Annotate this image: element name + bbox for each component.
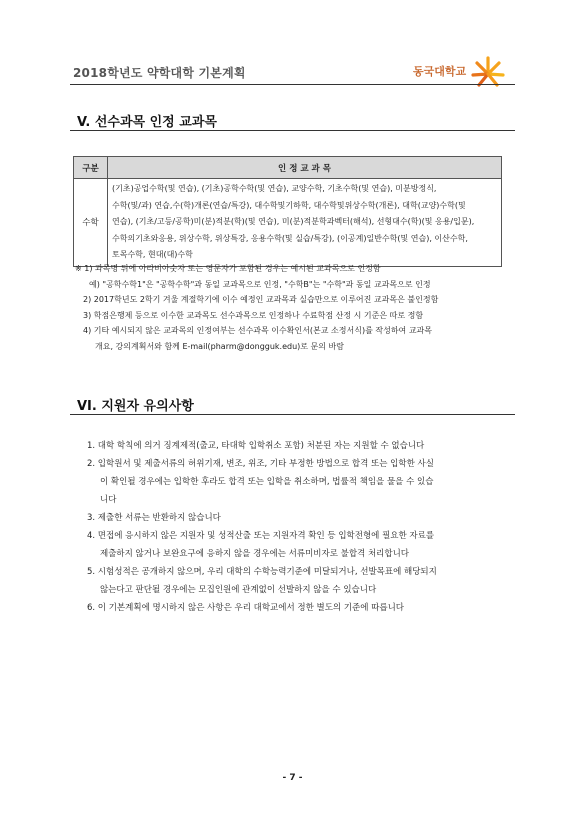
table-row xyxy=(74,179,502,267)
list-item-continuation: 이 확인될 경우에는 입학한 후라도 합격 또는 입학을 취소하며, 법률적 책임을 물을 수 있습 xyxy=(100,477,434,487)
section-divider xyxy=(70,130,515,131)
note-line: ※ 1) 과목명 뒤에 아라비아숫자 또는 영문자가 포함된 경우는 예시된 교과목으로 인정함 xyxy=(75,264,381,273)
course-line: 토목수학, 현대(대)수학 xyxy=(112,250,193,259)
notes-block xyxy=(75,261,438,354)
university-logo xyxy=(413,54,507,88)
course-line: 수학의기초와응용, 위상수학, 위상특강, 응용수학(및 실습/특강), (이공계)일반수학(및 연습), 이산수학, xyxy=(112,233,468,243)
header-title: 2018학년도 약학대학 기본계획 xyxy=(73,66,246,80)
list-item-continuation: 제출하지 않거나 보완요구에 응하지 않을 경우에는 서류미비자로 불합격 처리합니다 xyxy=(100,549,410,559)
table-cell-courses xyxy=(108,179,502,267)
note-line: 개요, 강의계획서와 함께 E-mail(pharm@dongguk.edu)로 문의 바람 xyxy=(95,341,345,351)
section-title-prerequisites: V. 선수과목 인정 교과목 xyxy=(77,115,217,130)
course-line: 수학(및/과) 연습,수(학)개론(연습/특강), 대수학및기하학, 대수학및위상수학(개론), 대학(교양)수학(및 xyxy=(112,200,466,210)
list-item: 3. 제출한 서류는 반환하지 않습니다 xyxy=(87,513,221,523)
note-line: 2) 2017학년도 2학기 겨울 계절학기에 이수 예정인 교과목과 실습만으로 이루어진 교과목은 불인정함 xyxy=(83,295,439,304)
logo-text: 동국대학교 xyxy=(413,65,467,78)
note-line: 예) "공학수학1"은 "공학수학"과 동일 교과목으로 인정, "수학B"는 "수학"과 동일 교과목으로 인정 xyxy=(89,279,431,289)
course-line: (기초)공업수학(및 연습), (기초)공학수학(및 연습), 교양수학, 기초수학(및 연습), 미분방정식, xyxy=(112,184,437,193)
header-divider xyxy=(70,84,515,85)
table-header-row xyxy=(74,157,502,179)
list-item-continuation: 니다 xyxy=(100,495,117,505)
applicant-notes-list xyxy=(87,437,437,617)
note-line: 3) 학점은행제 등으로 이수한 교과목도 선수과목으로 인정하나 수료학점 산정 시 기준은 따로 정함 xyxy=(83,310,424,320)
list-item: 4. 면접에 응시하지 않은 지원자 및 성적산출 또는 지원자격 확인 등 입학전형에 필요한 자료를 xyxy=(87,531,435,541)
page-number: - 7 - xyxy=(282,773,303,783)
table-header-courses: 인 정 교 과 목 xyxy=(108,157,502,179)
list-item: 6. 이 기본계획에 명시하지 않은 사항은 우리 대학교에서 정한 별도의 기준에 따릅니다 xyxy=(87,603,405,613)
table-header-category: 구분 xyxy=(74,157,108,179)
table-cell-category: 수학 xyxy=(74,179,108,267)
course-line: 연습), (기초/고등/공학)미(분)적분(학)(및 연습), 미(분)적분학과벡터(해석), 선형대수(학)(및 응용/입문), xyxy=(112,217,475,226)
list-item: 2. 입학원서 및 제출서류의 허위기재, 변조, 위조, 기타 부정한 방법으로 합격 또는 입학한 사실 xyxy=(87,459,434,469)
note-line: 4) 기타 예시되지 않은 교과목의 인정여부는 선수과목 이수확인서(본교 소정서식)를 작성하여 교과목 xyxy=(83,326,432,335)
logo-emblem-icon xyxy=(469,54,507,88)
prerequisite-table xyxy=(73,156,502,267)
list-item: 5. 시험성적은 공개하지 않으며, 우리 대학의 수학능력기준에 미달되거나, 선발목표에 해당되지 xyxy=(87,567,437,577)
section-divider xyxy=(70,414,515,415)
list-item-continuation: 않는다고 판단될 경우에는 모집인원에 관계없이 선발하지 않을 수 있습니다 xyxy=(100,585,377,595)
section-title-applicant-notes: VI. 지원자 유의사항 xyxy=(77,399,194,414)
list-item: 1. 대학 학칙에 의거 징계제적(출교, 타대학 입학취소 포함) 처분된 자는 지원할 수 없습니다 xyxy=(87,441,425,451)
